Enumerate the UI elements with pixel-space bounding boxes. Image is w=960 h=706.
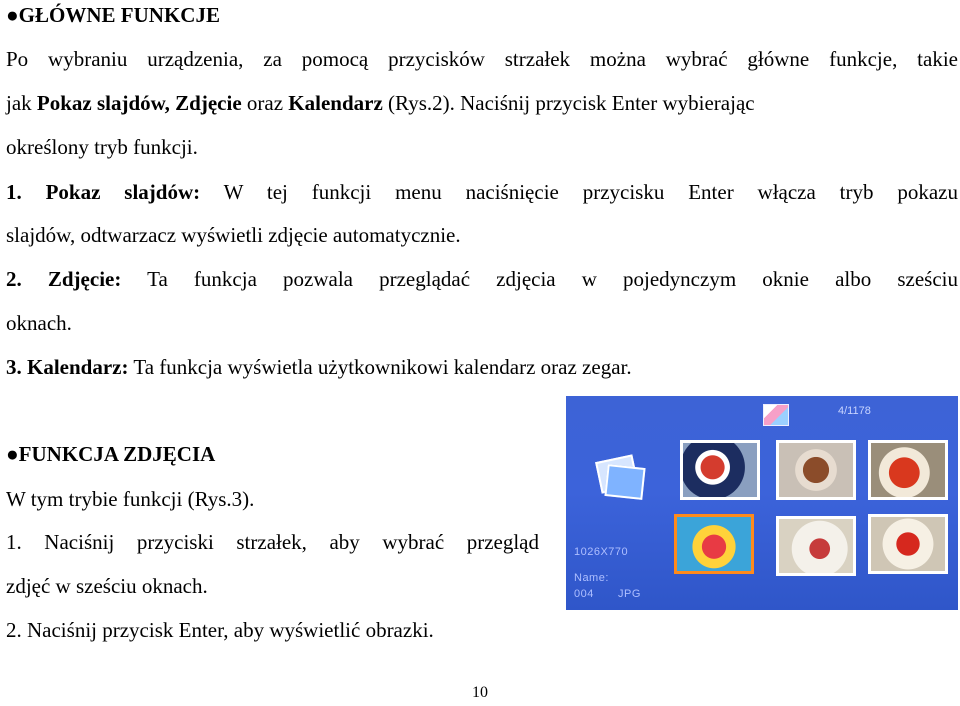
thumbnail xyxy=(776,440,856,500)
item-photo: 2. Zdjęcie: Ta funkcja pozwala przeglądać zdjęcia w pojedynczym oknie albo sześciu xyxy=(6,267,958,291)
item-slideshow: 1. Pokaz slajdów: W tej funkcji menu naciśnięcie przycisku Enter włącza tryb pokazu xyxy=(6,180,958,204)
image-counter: 4/1178 xyxy=(838,405,871,417)
thumbnail xyxy=(868,440,948,500)
photo-line-1: W tym trybie funkcji (Rys.3). xyxy=(6,487,255,511)
item-calendar: 3. Kalendarz: Ta funkcja wyświetla użytkownikowi kalendarz oraz zegar. xyxy=(6,355,632,379)
heading-main-functions: ●GŁÓWNE FUNKCJE xyxy=(6,3,220,27)
thumbnail-selected xyxy=(674,514,754,574)
photo-thumbnail-icon xyxy=(763,404,789,426)
page-number: 10 xyxy=(472,684,488,701)
file-type: JPG xyxy=(618,588,641,600)
item-photo-cont: oknach. xyxy=(6,311,72,335)
intro-line-3: określony tryb funkcji. xyxy=(6,135,198,159)
intro-line-1: Po wybraniu urządzenia, za pomocą przycisków strzałek można wybrać główne funkcje, takie xyxy=(6,47,958,71)
thumbnail xyxy=(776,516,856,576)
device-screen-photo xyxy=(566,396,958,610)
thumbnail xyxy=(680,440,760,500)
intro-line-2: jak Pokaz slajdów, Zdjęcie oraz Kalendarz (Rys.2). Naciśnij przycisk Enter wybierając xyxy=(6,91,755,115)
name-label: Name: xyxy=(574,572,609,584)
photo-stack-icon xyxy=(594,454,644,500)
file-number: 004 xyxy=(574,588,594,600)
heading-photo-function: ●FUNKCJA ZDJĘCIA xyxy=(6,442,216,466)
item-slideshow-cont: slajdów, odtwarzacz wyświetli zdjęcie automatycznie. xyxy=(6,223,461,247)
resolution-text: 1026X770 xyxy=(574,546,629,558)
thumbnail xyxy=(868,514,948,574)
photo-line-3: zdjęć w sześciu oknach. xyxy=(6,574,208,598)
photo-line-4: 2. Naciśnij przycisk Enter, aby wyświetlić obrazki. xyxy=(6,618,434,642)
photo-line-2: 1. Naciśnij przyciski strzałek, aby wybrać przegląd xyxy=(6,530,539,554)
